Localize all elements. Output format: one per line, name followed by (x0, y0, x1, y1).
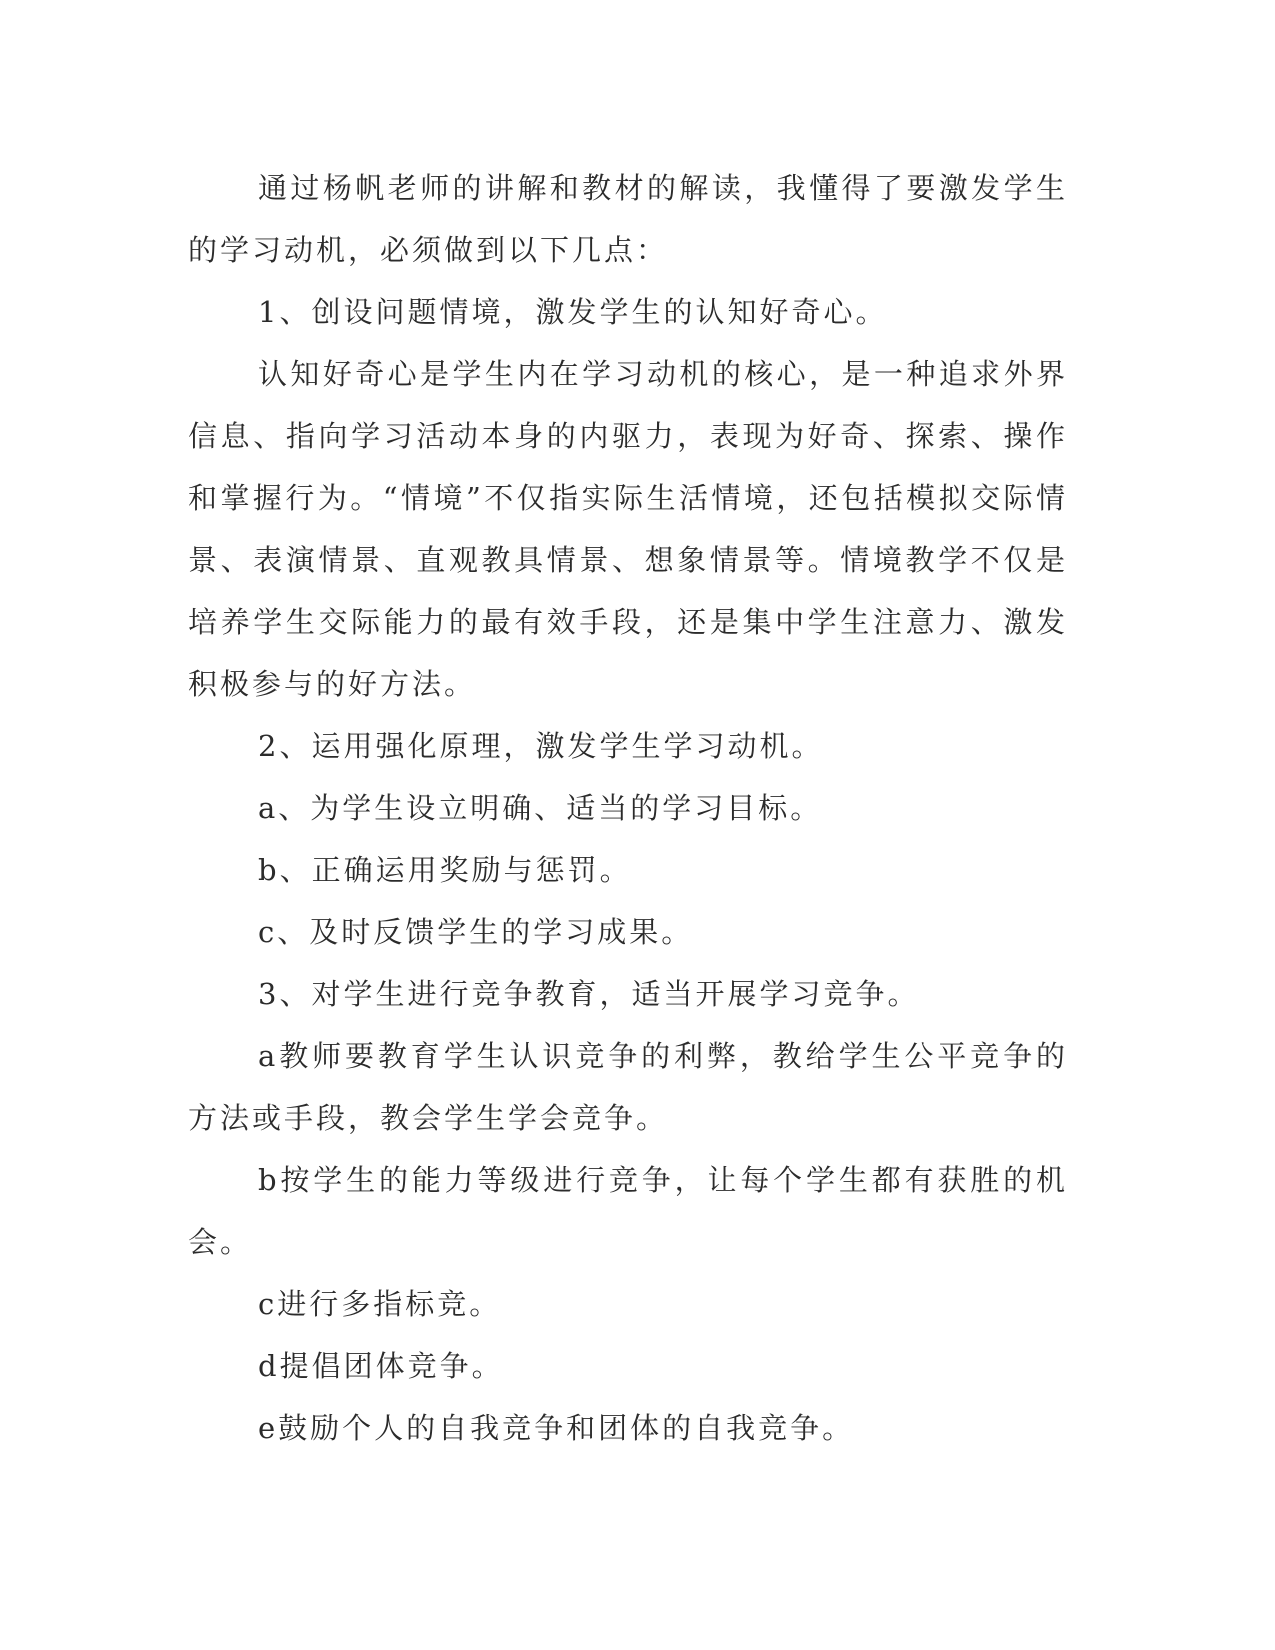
paragraph-curiosity: 认知好奇心是学生内在学习动机的核心，是一种追求外界信息、指向学习活动本身的内驱力，表现为好奇、探索、操作和掌握行为。“情境”不仅指实际生活情境，还包括模拟交际情景、表演情景、直观教具情景、想象情景等。情境教学不仅是培养学生交际能力的最有效手段，还是集中学生注意力、激发积极参与的好方法。 (188, 357, 1068, 701)
list-item-3e: e鼓励个人的自我竞争和团体的自我竞争。 (258, 1411, 855, 1445)
list-item-2a: a、为学生设立明确、适当的学习目标。 (258, 791, 823, 825)
list-item-3d: d提倡团体竞争。 (258, 1349, 504, 1383)
heading-point-2: 2、运用强化原理，激发学生学习动机。 (258, 729, 824, 763)
heading-point-1: 1、创设问题情境，激发学生的认知好奇心。 (258, 295, 888, 329)
list-item-3b: b按学生的能力等级进行竞争，让每个学生都有获胜的机会。 (188, 1163, 1068, 1259)
heading-point-3: 3、对学生进行竞争教育，适当开展学习竞争。 (258, 977, 920, 1011)
list-item-3a: a教师要教育学生认识竞争的利弊，教给学生公平竞争的方法或手段，教会学生学会竞争。 (188, 1039, 1068, 1135)
document-body (188, 157, 1068, 1459)
list-item-2c: c、及时反馈学生的学习成果。 (258, 915, 694, 949)
list-item-3c: c进行多指标竞。 (258, 1287, 502, 1321)
paragraph-intro: 通过杨帆老师的讲解和教材的解读，我懂得了要激发学生的学习动机，必须做到以下几点： (188, 171, 1068, 267)
list-item-2b: b、正确运用奖励与惩罚。 (258, 853, 632, 887)
